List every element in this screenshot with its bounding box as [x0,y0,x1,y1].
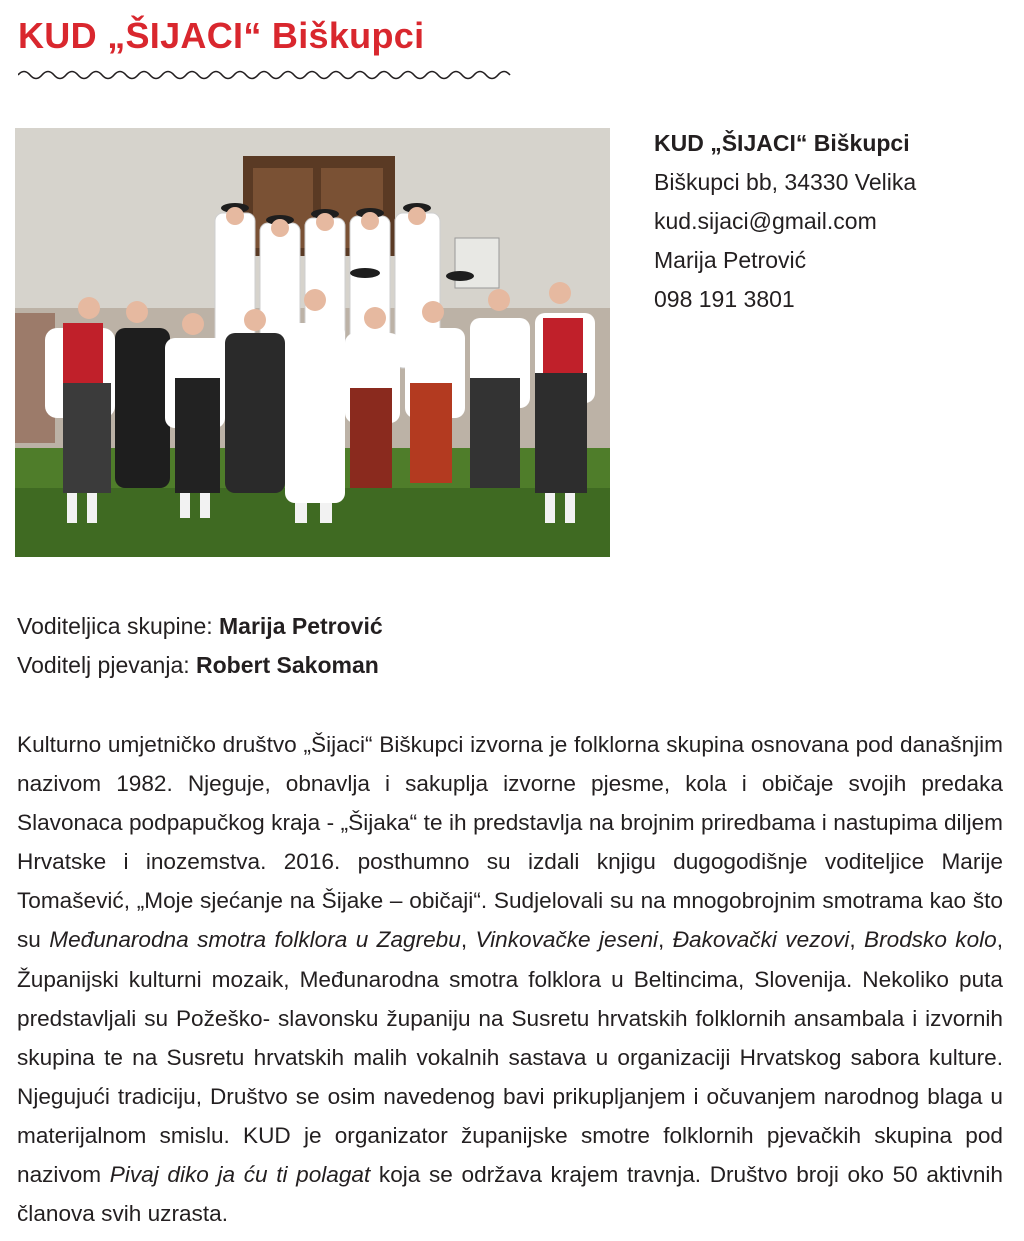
text-part: Kulturno umjetničko društvo „Šijaci“ Biškupci izvorna je folklorna skupina osnovana pod današnjim nazivom 1982. Njeguje, obnavlja i sakuplja izvorne pjesme, kola i običaje svojih predaka Slavonaca podpapučkog kraja - „Šijaka“ te ih predstavlja na brojnim priredbama i nastupima diljem Hrvatske i inozemstva. 2016. posthumno su izdali knjigu dugogodišnje voditeljice Marije Tomašević, „Moje sjećanje na Šijake – običaji“. Sudjelovali su na mnogobrojnim smotrama kao što su [17,732,1003,953]
singing-leader-line [17,646,383,685]
description-paragraph [17,725,1003,1233]
singing-leader-name: Robert Sakoman [196,652,379,678]
leaders-block [17,607,383,685]
group-photo [15,128,610,557]
italic-event: Međunarodna smotra folklora u Zagrebu [49,927,461,953]
group-leader-line [17,607,383,646]
group-leader-label: Voditeljica skupine: [17,613,220,639]
separator: , [658,927,673,953]
contact-person: Marija Petrović [654,247,807,273]
italic-event: Brodsko kolo [864,927,997,953]
contact-info [654,124,916,319]
italic-event: Vinkovačke jeseni [475,927,659,953]
page-title: KUD „ŠIJACI“ Biškupci [18,15,425,56]
address: Biškupci bb, 34330 Velika [654,169,917,195]
singing-leader-label: Voditelj pjevanja: [17,652,197,678]
organization-name: KUD „ŠIJACI“ Biškupci [654,130,910,156]
text-part: , Županijski kulturni mozaik, Međunarodna smotra folklora u Beltincima, Slovenija. Nekoliko puta predstavljali su Požeško- slavonsku županiju na Susretu hrvatskih folklornih ansambala i izvornih skupina te na Susretu hrvatskih malih vokalnih sastava u organizaciji Hrvatskog sabora kulture. Njegujući tradiciju, Društvo se osim navedenog bavi prikupljanjem i očuvanjem narodnog blaga u materijalnom smislu. KUD je organizator županijske smotre folklornih pjevačkih skupina pod nazivom [17,927,1004,1188]
group-leader-name: Marija Petrović [219,613,383,639]
wavy-divider [18,68,518,82]
text-part: koja se održava krajem travnja. Društvo broji oko 50 aktivnih članova svih uzrasta. [17,1162,1003,1227]
separator: , [460,927,476,953]
phone: 098 191 3801 [654,286,795,312]
italic-event: Pivaj diko ja ću ti polagat [109,1162,371,1188]
email[interactable]: kud.sijaci@gmail.com [654,208,877,234]
separator: , [849,927,865,953]
italic-event: Đakovački vezovi [672,927,850,953]
